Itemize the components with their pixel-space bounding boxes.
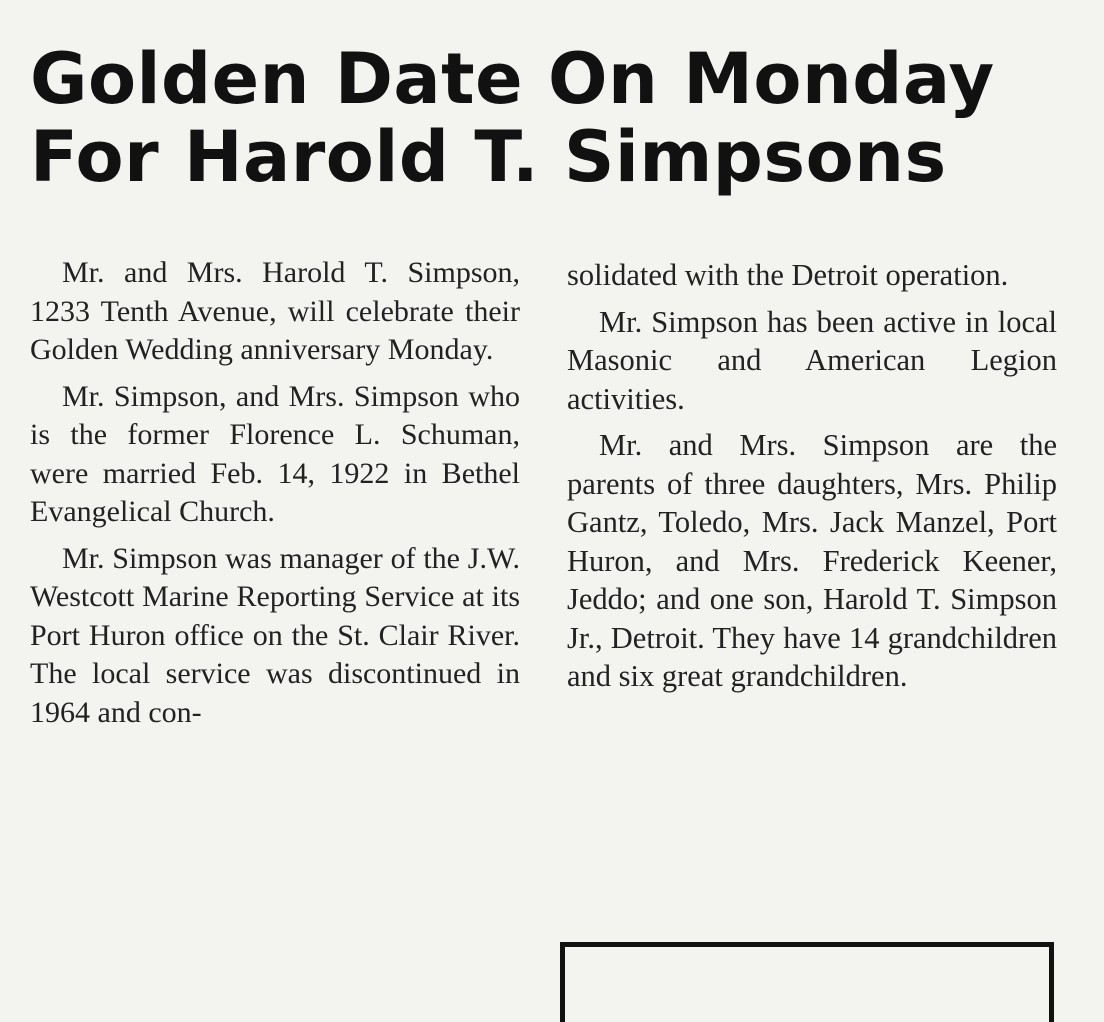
headline-line-1: Golden Date On Monday bbox=[30, 38, 995, 120]
paragraph-activities: Mr. Simpson has been active in local Masonic and American Legion activities. bbox=[567, 304, 1057, 416]
paragraph-career: Mr. Simpson was manager of the J.W. Westcott Marine Reporting Service at its Port Huron office on the St. Clair River. The local service was discontinued in 1964 and con- bbox=[30, 541, 520, 729]
adjacent-box-border bbox=[560, 942, 1054, 1022]
paragraph-career-continued: solidated with the Detroit operation. bbox=[567, 258, 1009, 292]
article-column-1 bbox=[30, 254, 520, 740]
paragraph-family: Mr. and Mrs. Simpson are the parents of three daughters, Mrs. Philip Gantz, Toledo, Mrs. Jack Manzel, Port Huron, and Mrs. Frederick Keener, Jeddo; and one son, Harold T. Simpson Jr., Detroit. They have 14 grandchildren and six great grandchildren. bbox=[567, 428, 1057, 693]
headline-line-2: For Harold T. Simpsons bbox=[30, 116, 947, 198]
paragraph-marriage: Mr. Simpson, and Mrs. Simpson who is the former Florence L. Schuman, were married Feb. 14, 1922 in Bethel Evangelical Church. bbox=[30, 379, 520, 528]
paragraph-anniversary: Mr. and Mrs. Harold T. Simpson, 1233 Tenth Avenue, will celebrate their Golden Wedding anniversary Monday. bbox=[30, 256, 520, 366]
headline bbox=[30, 40, 1070, 196]
article-column-2 bbox=[567, 256, 1057, 704]
